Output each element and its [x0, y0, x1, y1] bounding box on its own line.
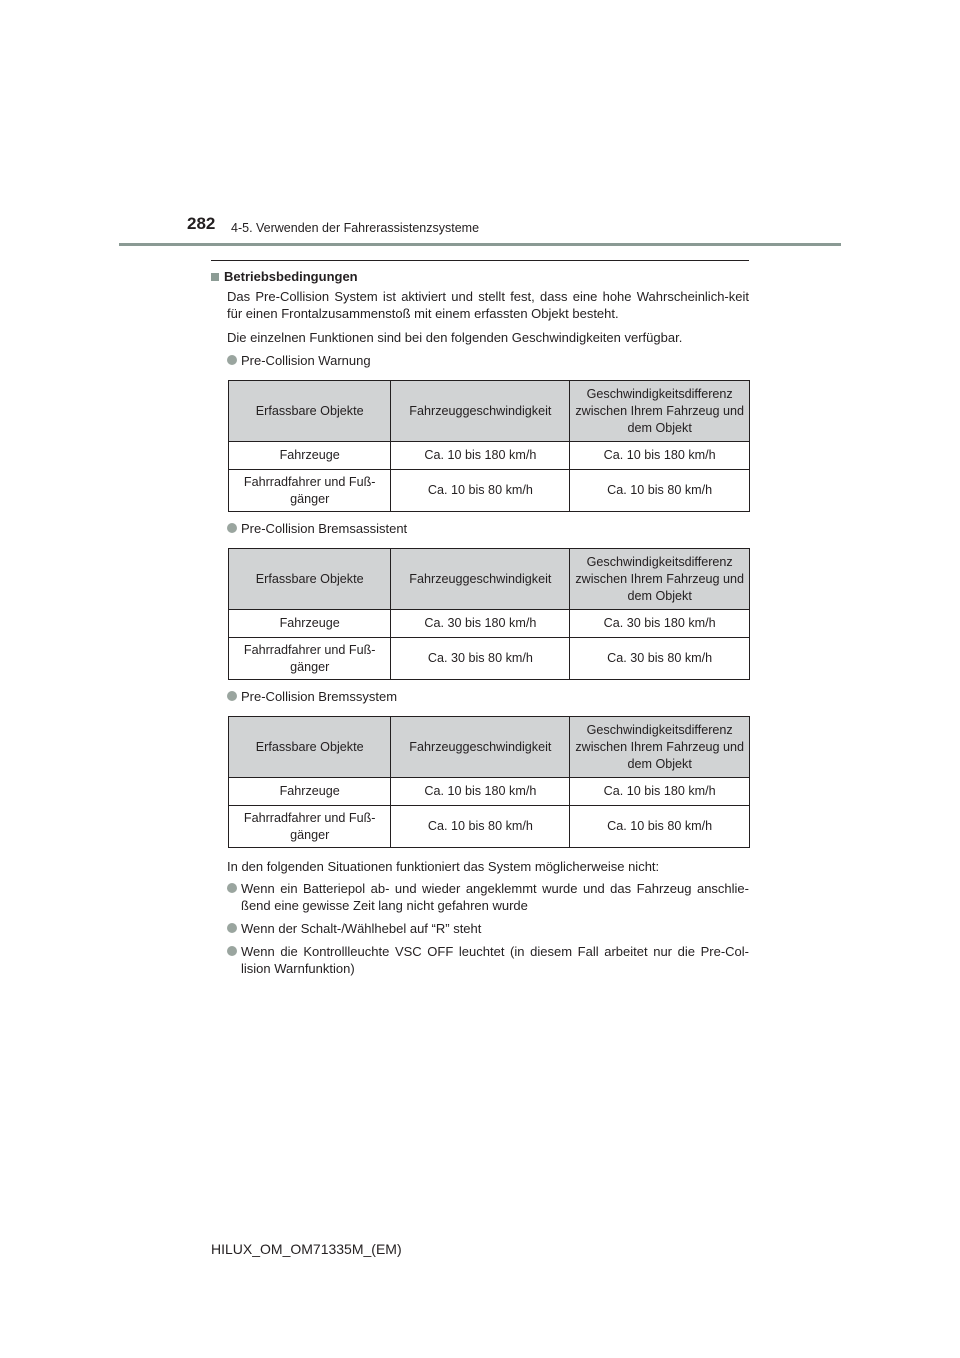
situation-item: Wenn ein Batteriepol ab- und wieder angeklemmt wurde und das Fahrzeug anschlie-ßend eine gewisse Zeit lang nicht gefahren wurde: [211, 880, 749, 914]
table-cell: Ca. 10 bis 80 km/h: [570, 806, 750, 848]
table-title-bremssystem: Pre-Collision Bremssystem: [211, 688, 749, 705]
table-header-row: [229, 717, 750, 778]
table-cell: Ca. 10 bis 180 km/h: [391, 442, 570, 470]
table-cell: Fahrradfahrer und Fuß-gänger: [229, 806, 391, 848]
speed-table-warnung: [228, 380, 750, 512]
table-cell: Ca. 30 bis 180 km/h: [391, 610, 570, 638]
table-row: [229, 470, 750, 512]
header-cell: Geschwindigkeitsdifferenz zwischen Ihrem Fahrzeug und dem Objekt: [570, 717, 750, 778]
situation-item: Wenn der Schalt-/Wählhebel auf “R” steht: [211, 920, 749, 937]
header-cell: Erfassbare Objekte: [229, 381, 391, 442]
table-cell: Fahrzeuge: [229, 778, 391, 806]
square-bullet-icon: [211, 273, 219, 281]
section-heading-text: Betriebsbedingungen: [224, 269, 358, 284]
section-heading: [211, 268, 749, 285]
header-cell: Geschwindigkeitsdifferenz zwischen Ihrem Fahrzeug und dem Objekt: [570, 381, 750, 442]
table-row: [229, 610, 750, 638]
page-number: 282: [187, 214, 216, 233]
table-cell: Ca. 30 bis 180 km/h: [570, 610, 750, 638]
speed-table-bremssystem: [228, 716, 750, 848]
paragraph-speeds: Die einzelnen Funktionen sind bei den folgenden Geschwindigkeiten verfügbar.: [227, 330, 683, 345]
header-cell: Fahrzeuggeschwindigkeit: [391, 717, 570, 778]
table-cell: Fahrradfahrer und Fuß-gänger: [229, 470, 391, 512]
main-content: [211, 268, 749, 977]
table-cell: Ca. 10 bis 180 km/h: [570, 442, 750, 470]
header-cell: Erfassbare Objekte: [229, 717, 391, 778]
table-cell: Fahrzeuge: [229, 442, 391, 470]
round-bullet-icon: [227, 355, 237, 365]
table-cell: Ca. 10 bis 80 km/h: [391, 806, 570, 848]
table-row: [229, 806, 750, 848]
round-bullet-icon: [227, 946, 237, 956]
table-title-bremsassistent: Pre-Collision Bremsassistent: [211, 520, 749, 537]
section-rule: [211, 260, 749, 261]
table-cell: Fahrradfahrer und Fuß-gänger: [229, 638, 391, 680]
situation-item: Wenn die Kontrollleuchte VSC OFF leuchtet (in diesem Fall arbeitet nur die Pre-Col-lision Warnfunktion): [211, 943, 749, 977]
situations-intro: In den folgenden Situationen funktioniert das System möglicherweise nicht:: [227, 859, 660, 874]
header-cell: Erfassbare Objekte: [229, 549, 391, 610]
table-row: [229, 442, 750, 470]
round-bullet-icon: [227, 923, 237, 933]
round-bullet-icon: [227, 691, 237, 701]
paragraph-intro: Das Pre-Collision System ist aktiviert und stellt fest, dass eine hohe Wahrscheinlich-keit für einen Frontalzusammenstoß mit einem erfassten Objekt besteht.: [227, 289, 749, 321]
table-title-warnung: Pre-Collision Warnung: [211, 352, 749, 369]
header-cell: Geschwindigkeitsdifferenz zwischen Ihrem Fahrzeug und dem Objekt: [570, 549, 750, 610]
header-cell: Fahrzeuggeschwindigkeit: [391, 549, 570, 610]
header-rule: [119, 243, 841, 246]
table-cell: Ca. 10 bis 80 km/h: [391, 470, 570, 512]
table-cell: Ca. 30 bis 80 km/h: [391, 638, 570, 680]
document-id: HILUX_OM_OM71335M_(EM): [211, 1241, 402, 1257]
table-row: [229, 778, 750, 806]
header-cell: Fahrzeuggeschwindigkeit: [391, 381, 570, 442]
table-cell: Ca. 10 bis 180 km/h: [570, 778, 750, 806]
round-bullet-icon: [227, 883, 237, 893]
table-cell: Fahrzeuge: [229, 610, 391, 638]
table-cell: Ca. 30 bis 80 km/h: [570, 638, 750, 680]
table-cell: Ca. 10 bis 80 km/h: [570, 470, 750, 512]
table-header-row: [229, 549, 750, 610]
speed-table-bremsassistent: [228, 548, 750, 680]
table-cell: Ca. 10 bis 180 km/h: [391, 778, 570, 806]
table-row: [229, 638, 750, 680]
table-header-row: [229, 381, 750, 442]
chapter-title: 4-5. Verwenden der Fahrerassistenzsysteme: [231, 221, 480, 235]
round-bullet-icon: [227, 523, 237, 533]
